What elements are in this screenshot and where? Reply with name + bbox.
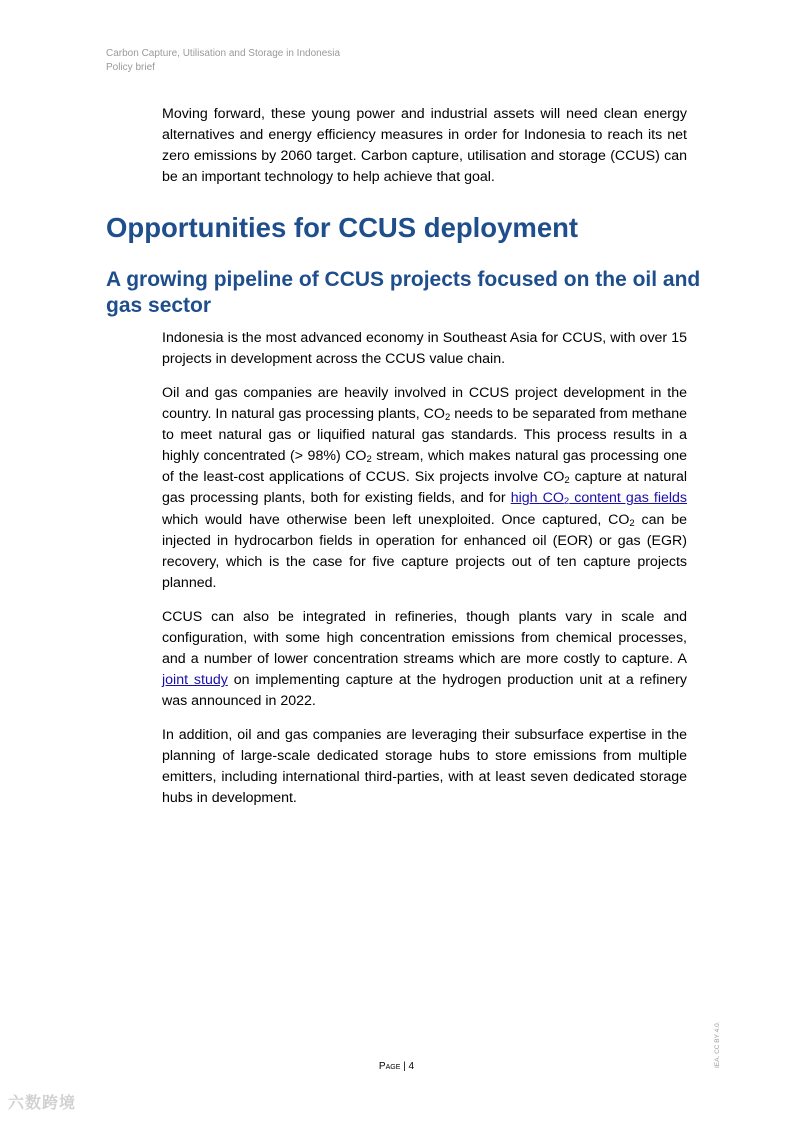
joint-study-link[interactable]: joint study (162, 672, 228, 689)
subscript: 2 (444, 412, 451, 424)
text-run: capture at natural gas processing plants, both for existing fields, and for (162, 469, 687, 507)
page-separator: | (400, 1061, 409, 1072)
intro-paragraph: Moving forward, these young power and industrial assets will need clean energy alternatives and energy efficiency measures in order for Indonesia to reach its net zero emissions by 2060 target. Carbon capture, utilisation and storage (CCUS) can be an important technology to help achieve that goal. (162, 106, 687, 186)
link-text[interactable]: high CO (510, 490, 564, 507)
text-run: needs to be separated from methane to meet natural gas or liquified natural gas standards. This process results in a highly concentrated (> 98%) CO (162, 406, 687, 465)
text-run: stream, which makes natural gas processing one of the least-cost applications of CCUS. Six projects involve CO (162, 448, 687, 486)
subscript: 2 (366, 454, 372, 466)
paragraph-storage-hubs: In addition, oil and gas companies are leveraging their subsurface expertise in the planning of large-scale dedicated storage hubs to store emissions from multiple emitters, including international third-parties, with at least seven dedicated storage hubs in development. (162, 727, 687, 807)
page-label: Page (378, 1061, 401, 1072)
watermark-logo: 六数跨境 (8, 1095, 77, 1112)
paragraph-refineries (162, 607, 687, 712)
text-run: on implementing capture at the hydrogen production unit at a refinery was announced in 2022. (162, 672, 687, 710)
subscript[interactable]: 2 (563, 496, 570, 508)
subscript: 2 (629, 517, 635, 529)
document-type: Policy brief (106, 62, 155, 73)
page-number-footer (0, 1060, 793, 1074)
text-run: can be injected in hydrocarbon fields in operation for enhanced oil (EOR) or gas (EGR) recovery, which is the case for five capture projects out of ten capture projects planned. (162, 511, 687, 591)
text-run: which would have otherwise been left unexploited. Once captured, CO (162, 511, 630, 528)
paragraph-oil-gas (162, 383, 687, 594)
document-title: Carbon Capture, Utilisation and Storage in Indonesia (106, 48, 341, 59)
paragraph-overview: Indonesia is the most advanced economy in Southeast Asia for CCUS, with over 15 projects in development across the CCUS value chain. (162, 330, 687, 368)
link-text[interactable]: content gas fields (569, 490, 688, 507)
section-subtitle: A growing pipeline of CCUS projects focused on the oil and gas sector (106, 268, 701, 317)
page-number: 4 (408, 1061, 415, 1072)
running-header (106, 47, 340, 75)
text-run: Oil and gas companies are heavily involved in CCUS project development in the country. In natural gas processing plants, CO (162, 385, 687, 423)
text-run: CCUS can also be integrated in refineries, though plants vary in scale and configuration, with some high concentration emissions from chemical processes, and a number of lower concentration streams which are more costly to capture. A (162, 609, 687, 668)
high-co2-gas-fields-link[interactable] (511, 490, 687, 506)
subscript: 2 (564, 475, 570, 487)
section-title: Opportunities for CCUS deployment (106, 212, 579, 243)
license-note: IEA. CC BY 4.0. (714, 1021, 721, 1068)
